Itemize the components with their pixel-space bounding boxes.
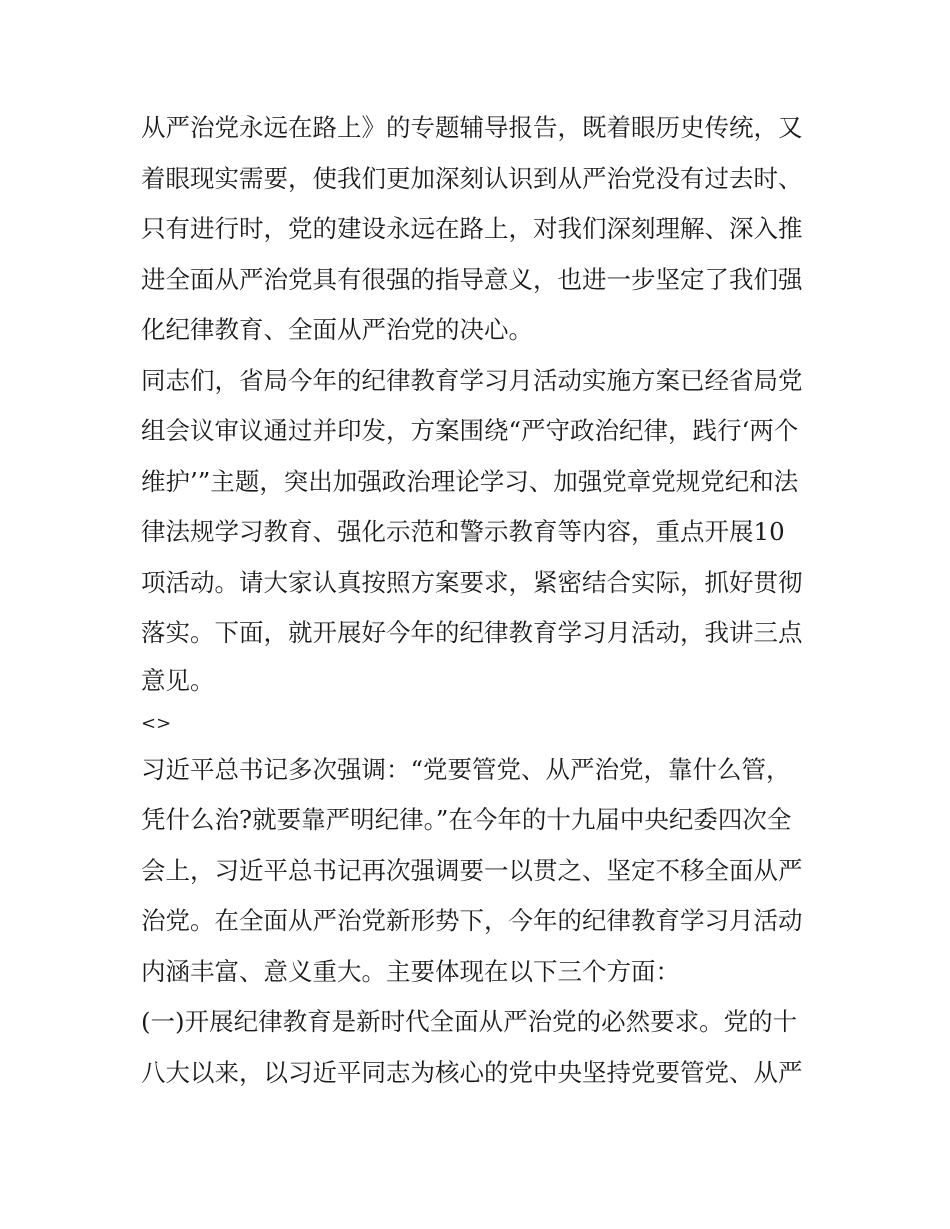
document-body [141, 103, 821, 1098]
text-line: 组会议审议通过并印发，方案围绕“严守政治纪律，践行‘两个 [141, 416, 799, 445]
text-line: (一)开展纪律教育是新时代全面从严治党的必然要求。党的十 [141, 1007, 798, 1036]
text-line: 进全面从严治党具有很强的指导意义，也进一步坚定了我们强 [141, 264, 803, 294]
text-line: 落实。下面，就开展好今年的纪律教育学习月活动，我讲三点 [141, 618, 803, 647]
text-line: 维护’”主题，突出加强政治理论学习、加强党章党规党纪和法 [141, 466, 799, 496]
text-line: 着眼现实需要，使我们更加深刻认识到从严治党没有过去时、 [141, 163, 803, 193]
text-line: 治党。在全面从严治党新形势下，今年的纪律教育学习月活动 [141, 906, 803, 935]
text-line: 内涵丰富、意义重大。主要体现在以下三个方面： [141, 956, 680, 986]
text-line: 从严治党永远在路上》的专题辅导报告，既着眼历史传统，又 [141, 113, 803, 142]
text-line: 化纪律教育、全面从严治党的决心。 [141, 315, 533, 344]
text-line: 只有进行时，党的建设永远在路上，对我们深刻理解、深入推 [141, 214, 803, 243]
text-line: 意见。 [141, 665, 215, 695]
text-line: 项活动。请大家认真按照方案要求，紧密结合实际，抓好贯彻 [141, 567, 803, 597]
section-marker: <> [141, 712, 172, 734]
text-line: 同志们，省局今年的纪律教育学习月活动实施方案已经省局党 [141, 365, 803, 395]
text-line: 八大以来，以习近平同志为核心的党中央坚持党要管党、从严 [141, 1057, 803, 1087]
text-line: 律法规学习教育、强化示范和警示教育等内容，重点开展10 [141, 517, 785, 546]
text-line: 习近平总书记多次强调：“党要管党、从严治党，靠什么管， [141, 754, 791, 784]
text-line: 会上，习近平总书记再次强调要一以贯之、坚定不移全面从严 [141, 855, 803, 885]
text-line: 凭什么治?就要靠严明纪律。”在今年的十九届中央纪委四次全 [141, 805, 792, 834]
